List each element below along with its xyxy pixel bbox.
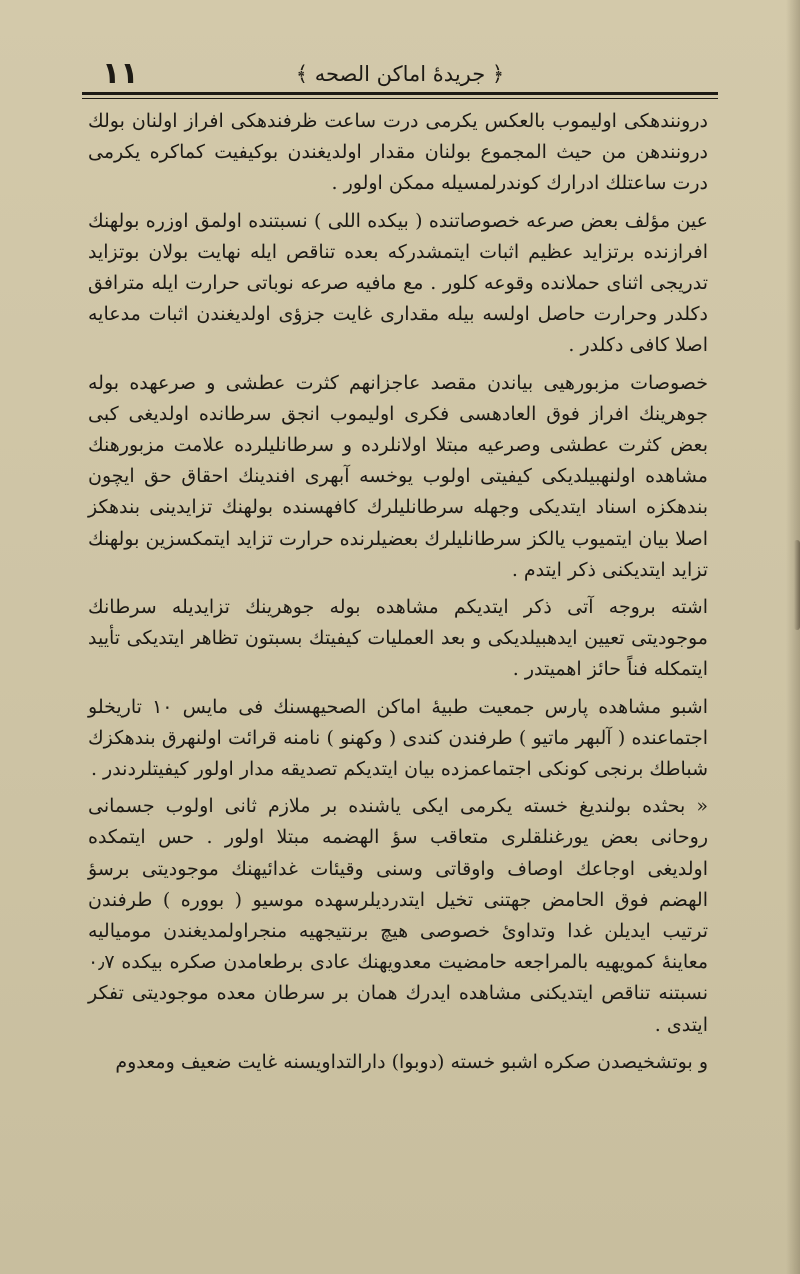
- paragraph: خصوصات مزبورهیی بیاندن مقصد عاجزانهم كثرت عطشی و صرعهده بوله جوهرینك افراز فوق العادهسی فكری اولیموب انجق سرطانده اولدیغی كبی بعض كثرت عطشی وصرعیه مبتلا اولانلرده و سرطانلیلرده علامت مزبورهنك مشاهده اولنهبیلدیكی كیفیتی اولوب یوخسه آبهری افندینك احقاق حق ایچون بندهكزه اسناد ایتدیكی وجهله سرطانلیلرك كافهسنده بولهنك تزایدینی بندهكز اصلا بیان ایتمیوب یالكز سرطانلیلرك بعضیلرنده حرارت تزاید ایتمكسزین بولهنك تزاید ایتدیكنی ذكر ایتدم .: [88, 371, 708, 581]
- paragraph: و بوتشخیصدن صكره اشبو خسته (دوبوا) دارالتداویسنه غایت ضعیف ومعدوم: [115, 1050, 708, 1073]
- header-rule-thin: [82, 98, 718, 99]
- paragraph: درونندهكی اولیموب بالعكس یكرمی درت ساعت ظرفندهكی افراز اولنان بولك درونندهن من حیث المجموع بولنان مقدار اولدیغندن بوكیفیت كماكره یكرمی درت ساعتلك ادرارك كوندرلمسیله ممكن اولور .: [88, 110, 708, 195]
- paragraph: اشته بروجه آتی ذكر ایتدیكم مشاهده بوله جوهرینك تزایدیله سرطانك موجودیتی تعیین ایدهبیلدیكی و بعد العملیات كیفیتك بسبتون تظاهر ایتدیكی تأیید ایتمكله فناً حائز اهمیتدر .: [88, 596, 708, 681]
- page-number: ١١: [102, 56, 139, 91]
- page-edge-shadow: [794, 540, 800, 630]
- header-rule-thick: [82, 92, 718, 95]
- paragraph: اشبو مشاهده پارس جمعیت طبیهٔ اماكن الصحیهسنك فی مایس ۱۰ تاریخلو اجتماعنده ( آلبهر ماتیو ) طرفندن كندی ( وكهنو ) نامنه قرائت اولنهرق بندهكزك شباطك برنجی كونكی اجتماعمزده بیان ایتدیكم تصدیقه مدار اولور كیفیتلردندر .: [88, 695, 709, 781]
- paragraph: عین مؤلف بعض صرعه خصوصاتنده ( بیكده اللی ) نسبتنده اولمق اوزره بولهنك افرازنده برتزاید عظیم اثبات ایتمشدركه بعده تناقص ایله نهایت بولان بوتزاید تدریجی اثنای حملانده وقوعه كلور . مع مافیه صرعه نوباتی حرارت ایله مترافق دكلدر وحرارت حاصل اولسه بیله مقداری غایت جزؤی اولدیغندن اثبات مدعایه اصلا كافی دكلدر .: [88, 209, 708, 357]
- running-title: ﴿ جريدهٔ اماكن الصحه ﴾: [295, 62, 505, 86]
- paragraph: « بحثده بولندیغ خسته یكرمی ایكی یاشنده بر ملازم ثانی اولوب جسمانی روحانی بعض یورغنلقلری متعاقب سؤ الهضمه مبتلا اولور . حس ایتمكده اولدیغی اوجاعك اوصاف واوقاتی وسنی وقیئات غدائیهنك موجودیتی برسؤ الهضم فوق الحامض جهتنی تخیل ایتدردیلرسهده موسیو ( بووره ) طرفندن ترتیب ایدیلن غدا وتداویٔ خصوصی هیچ برنتیجهیه منجراولمدیغندن مومیالیه معاینهٔ كمویهیه بالمراجعه حامضیت معدویهنك عادی برطعامدن صكره بیكده ۰٫۷ نسبتنه تناقص ایتدیكنی مشاهده ایدرك همان بر سرطان معده موجودیتی تفكر ایتدی .: [88, 795, 708, 1036]
- body-text: [88, 106, 708, 1078]
